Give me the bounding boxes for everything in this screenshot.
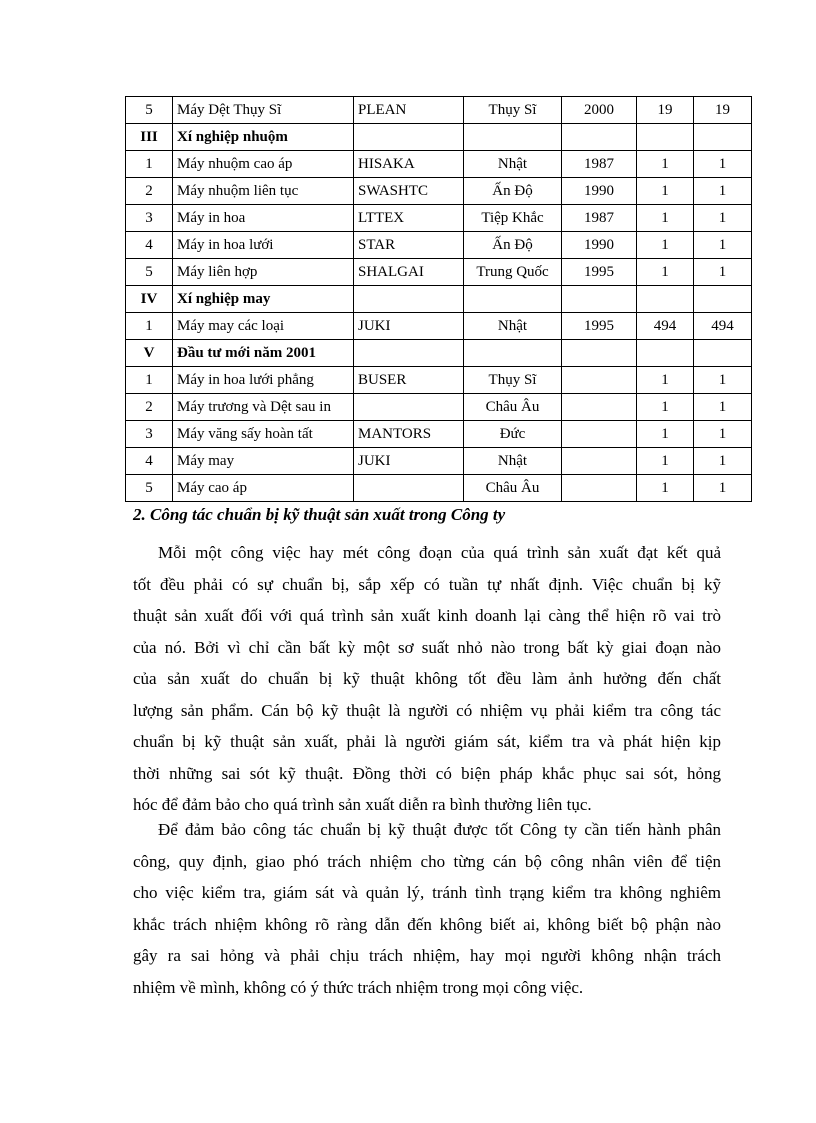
paragraph-line: tốt đều phải có sự chuẩn bị, sắp xếp có tuần tự nhất định. Việc chuẩn bị kỹ xyxy=(133,574,721,594)
cell-quantity-2: 1 xyxy=(694,394,752,421)
cell-origin: Ấn Độ xyxy=(464,178,562,205)
cell-brand: JUKI xyxy=(354,313,464,340)
cell-origin: Nhật xyxy=(464,151,562,178)
paragraph-line: thuật sản xuất đối với quá trình sản xuất kinh doanh lại càng thể hiện rõ vai trò xyxy=(133,606,721,625)
cell-quantity-2: 19 xyxy=(694,97,752,124)
cell-brand: LTTEX xyxy=(354,205,464,232)
cell-equipment-name: Máy may xyxy=(173,448,354,475)
cell-quantity-1: 494 xyxy=(637,313,694,340)
table-row xyxy=(126,421,752,448)
cell-quantity-1: 19 xyxy=(637,97,694,124)
cell-year xyxy=(562,394,637,421)
cell-brand: PLEAN xyxy=(354,97,464,124)
cell-origin: Nhật xyxy=(464,448,562,475)
cell-equipment-name: Máy Dệt Thụy Sĩ xyxy=(173,97,354,124)
cell-origin: Nhật xyxy=(464,313,562,340)
table-row xyxy=(126,205,752,232)
cell-equipment-name: Máy trương và Dệt sau in xyxy=(173,394,354,421)
cell-year xyxy=(562,475,637,502)
cell-stt: 3 xyxy=(126,205,173,232)
cell-quantity-1: 1 xyxy=(637,421,694,448)
paragraph-line: của nó. Bởi vì chỉ cần bất kỳ một sơ suất nhỏ nào trong bất kỳ giai đoạn nào xyxy=(133,637,721,657)
cell-brand xyxy=(354,124,464,151)
paragraph-line: nhiệm về mình, không có ý thức trách nhiệm trong mọi công việc. xyxy=(133,977,584,997)
cell-stt: 1 xyxy=(126,151,173,178)
cell-brand: STAR xyxy=(354,232,464,259)
cell-equipment-name: Máy in hoa lưới phẳng xyxy=(173,367,354,394)
cell-year xyxy=(562,340,637,367)
cell-origin: Tiệp Khắc xyxy=(464,205,562,232)
cell-origin: Châu Âu xyxy=(464,475,562,502)
paragraph-1 xyxy=(133,537,721,821)
paragraph-2 xyxy=(133,814,721,1003)
paragraph-line: cho việc kiểm tra, giám sát và quản lý, tránh tình trạng kiểm tra không nghiêm xyxy=(133,883,721,902)
cell-quantity-1: 1 xyxy=(637,367,694,394)
cell-quantity-1: 1 xyxy=(637,394,694,421)
cell-year: 1995 xyxy=(562,259,637,286)
table-row xyxy=(126,313,752,340)
cell-stt: 1 xyxy=(126,367,173,394)
table-section-row xyxy=(126,124,752,151)
cell-brand: MANTORS xyxy=(354,421,464,448)
cell-brand xyxy=(354,286,464,313)
cell-quantity-1: 1 xyxy=(637,232,694,259)
cell-origin: Trung Quốc xyxy=(464,259,562,286)
cell-year: 1990 xyxy=(562,232,637,259)
cell-quantity-2: 1 xyxy=(694,448,752,475)
table-section-row xyxy=(126,340,752,367)
cell-equipment-name: Máy nhuộm cao áp xyxy=(173,151,354,178)
cell-quantity-1: 1 xyxy=(637,205,694,232)
cell-stt: 4 xyxy=(126,448,173,475)
cell-equipment-name: Máy liên hợp xyxy=(173,259,354,286)
paragraph-line: lượng sản phẩm. Cán bộ kỹ thuật là người có nhiệm vụ phải kiểm tra công tác xyxy=(133,700,721,720)
cell-quantity-2 xyxy=(694,340,752,367)
cell-stt: 5 xyxy=(126,97,173,124)
cell-quantity-1 xyxy=(637,124,694,151)
cell-brand xyxy=(354,340,464,367)
cell-year: 1995 xyxy=(562,313,637,340)
cell-year: 1990 xyxy=(562,178,637,205)
table-row xyxy=(126,151,752,178)
cell-year xyxy=(562,286,637,313)
table-row xyxy=(126,475,752,502)
equipment-table-body xyxy=(126,97,752,502)
cell-origin xyxy=(464,124,562,151)
cell-equipment-name: Máy may các loại xyxy=(173,313,354,340)
table-section-row xyxy=(126,286,752,313)
cell-stt: IV xyxy=(126,286,173,313)
table-row xyxy=(126,394,752,421)
paragraph-line: gây ra sai hỏng và phải chịu trách nhiệm, hay mọi người không nhận trách xyxy=(133,946,721,965)
cell-equipment-name: Xí nghiệp may xyxy=(173,286,354,313)
cell-year xyxy=(562,448,637,475)
cell-brand: SWASHTC xyxy=(354,178,464,205)
paragraph-line: của sản xuất do chuẩn bị kỹ thuật không tốt đều làm ảnh hưởng đến chất xyxy=(133,669,721,688)
equipment-table xyxy=(125,96,752,502)
paragraph-line: thời những sai sót kỹ thuật. Đồng thời có biện pháp khắc phục sai sót, hỏng xyxy=(133,763,721,783)
table-row xyxy=(126,232,752,259)
cell-quantity-2: 1 xyxy=(694,151,752,178)
cell-equipment-name: Máy in hoa lưới xyxy=(173,232,354,259)
cell-origin xyxy=(464,340,562,367)
cell-quantity-2: 1 xyxy=(694,367,752,394)
cell-year: 1987 xyxy=(562,151,637,178)
cell-stt: 2 xyxy=(126,394,173,421)
cell-quantity-2: 1 xyxy=(694,475,752,502)
cell-stt: 2 xyxy=(126,178,173,205)
cell-brand: BUSER xyxy=(354,367,464,394)
table-row xyxy=(126,178,752,205)
cell-origin: Đức xyxy=(464,421,562,448)
cell-quantity-1: 1 xyxy=(637,178,694,205)
table-row xyxy=(126,259,752,286)
cell-origin: Châu Âu xyxy=(464,394,562,421)
cell-year: 1987 xyxy=(562,205,637,232)
cell-stt: 5 xyxy=(126,259,173,286)
paragraph-line: khắc trách nhiệm không rõ ràng dẫn đến không biết ai, không biết bộ phận nào xyxy=(133,914,721,934)
table-row xyxy=(126,448,752,475)
cell-brand: JUKI xyxy=(354,448,464,475)
cell-origin: Thụy Sĩ xyxy=(464,367,562,394)
cell-equipment-name: Máy văng sấy hoàn tất xyxy=(173,421,354,448)
cell-stt: 5 xyxy=(126,475,173,502)
table-row xyxy=(126,367,752,394)
cell-equipment-name: Máy cao áp xyxy=(173,475,354,502)
cell-brand xyxy=(354,475,464,502)
cell-quantity-2: 494 xyxy=(694,313,752,340)
cell-quantity-2: 1 xyxy=(694,232,752,259)
cell-quantity-1 xyxy=(637,340,694,367)
cell-stt: 4 xyxy=(126,232,173,259)
cell-quantity-1: 1 xyxy=(637,475,694,502)
cell-quantity-2: 1 xyxy=(694,178,752,205)
cell-stt: III xyxy=(126,124,173,151)
cell-quantity-1: 1 xyxy=(637,151,694,178)
cell-brand xyxy=(354,394,464,421)
cell-quantity-1: 1 xyxy=(637,259,694,286)
cell-quantity-1: 1 xyxy=(637,448,694,475)
cell-stt: V xyxy=(126,340,173,367)
paragraph-line: chuẩn bị kỹ thuật sản xuất, phải là người giám sát, kiểm tra và phát hiện kịp xyxy=(133,732,721,751)
cell-year xyxy=(562,367,637,394)
section-heading: 2. Công tác chuẩn bị kỹ thuật sản xuất trong Công ty xyxy=(133,505,506,524)
cell-year xyxy=(562,421,637,448)
cell-quantity-2: 1 xyxy=(694,205,752,232)
paragraph-line: công, quy định, giao phó trách nhiệm cho từng cán bộ công nhân viên để tiện xyxy=(133,851,721,871)
cell-equipment-name: Máy in hoa xyxy=(173,205,354,232)
cell-origin xyxy=(464,286,562,313)
cell-origin: Ấn Độ xyxy=(464,232,562,259)
cell-year xyxy=(562,124,637,151)
paragraph-line: Để đảm bảo công tác chuẩn bị kỹ thuật được tốt Công ty cần tiến hành phân xyxy=(158,820,721,839)
cell-equipment-name: Máy nhuộm liên tục xyxy=(173,178,354,205)
cell-stt: 3 xyxy=(126,421,173,448)
cell-equipment-name: Đầu tư mới năm 2001 xyxy=(173,340,354,367)
cell-quantity-1 xyxy=(637,286,694,313)
paragraph-line: hóc để đảm bảo cho quá trình sản xuất diễn ra bình thường liên tục. xyxy=(133,795,592,814)
cell-equipment-name: Xí nghiệp nhuộm xyxy=(173,124,354,151)
paragraph-line: Mỗi một công việc hay mét công đoạn của quá trình sản xuất đạt kết quả xyxy=(158,543,721,562)
cell-year: 2000 xyxy=(562,97,637,124)
cell-brand: HISAKA xyxy=(354,151,464,178)
cell-quantity-2 xyxy=(694,286,752,313)
cell-stt: 1 xyxy=(126,313,173,340)
cell-quantity-2 xyxy=(694,124,752,151)
cell-brand: SHALGAI xyxy=(354,259,464,286)
table-row xyxy=(126,97,752,124)
cell-origin: Thụy Sĩ xyxy=(464,97,562,124)
cell-quantity-2: 1 xyxy=(694,421,752,448)
cell-quantity-2: 1 xyxy=(694,259,752,286)
